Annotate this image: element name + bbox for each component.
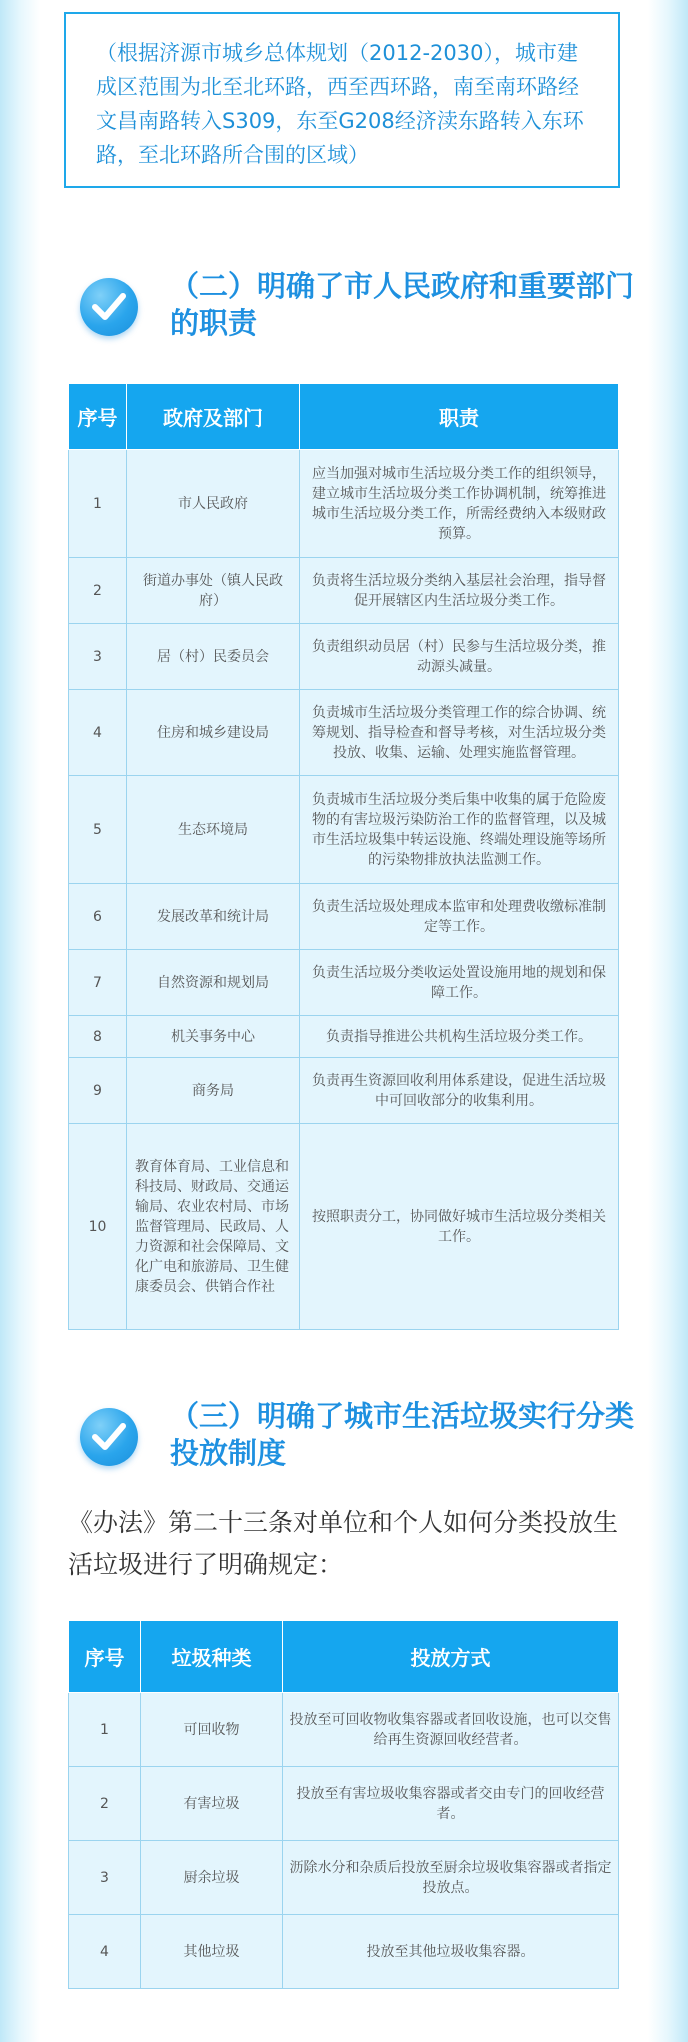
- table-row: [69, 1767, 619, 1841]
- header-cell: 序号: [69, 1621, 141, 1693]
- dept-cell: 街道办事处（镇人民政府）: [127, 558, 300, 624]
- dept-cell: 生态环境局: [127, 776, 300, 884]
- dept-cell: 市人民政府: [127, 450, 300, 558]
- row-number: 9: [69, 1058, 127, 1124]
- duty-cell: 按照职责分工，协同做好城市生活垃圾分类相关工作。: [300, 1124, 619, 1330]
- row-number: 7: [69, 950, 127, 1016]
- row-number: 3: [69, 1841, 141, 1915]
- dept-cell: 教育体育局、工业信息和科技局、财政局、交通运输局、农业农村局、市场监督管理局、民政局、人力资源和社会保障局、文化广电和旅游局、卫生健康委员会、供销合作社: [127, 1124, 300, 1330]
- disposal-method-cell: 投放至可回收物收集容器或者回收设施，也可以交售给再生资源回收经营者。: [283, 1693, 619, 1767]
- boundary-note-box: [64, 12, 620, 188]
- section2-heading: [80, 268, 640, 348]
- duty-cell: 负责城市生活垃圾分类管理工作的综合协调、统筹规划、指导检查和督导考核，对生活垃圾分类投放、收集、运输、处理实施监督管理。: [300, 690, 619, 776]
- table-row: [69, 1841, 619, 1915]
- row-number: 2: [69, 558, 127, 624]
- dept-cell: 居（村）民委员会: [127, 624, 300, 690]
- duty-cell: 负责生活垃圾分类收运处置设施用地的规划和保障工作。: [300, 950, 619, 1016]
- boundary-note-text: （根据济源市城乡总体规划（2012-2030），城市建成区范围为北至北环路，西至西环路，南至南环路经文昌南路转入S309，东至G208经济渎东路转入东环路，至北环路所合围的区域）: [96, 41, 584, 167]
- row-number: 1: [69, 450, 127, 558]
- row-number: 8: [69, 1016, 127, 1058]
- section3-intro: 《办法》第二十三条对单位和个人如何分类投放生活垃圾进行了明确规定：: [68, 1508, 619, 1579]
- row-number: 2: [69, 1767, 141, 1841]
- section2-title: （二）明确了市人民政府和重要部门的职责: [170, 269, 635, 340]
- header-cell: 政府及部门: [127, 384, 300, 450]
- disposal-method-cell: 沥除水分和杂质后投放至厨余垃圾收集容器或者指定投放点。: [283, 1841, 619, 1915]
- row-number: 4: [69, 690, 127, 776]
- dept-cell: 自然资源和规划局: [127, 950, 300, 1016]
- dept-cell: 机关事务中心: [127, 1016, 300, 1058]
- table-row: [69, 1915, 619, 1989]
- duty-cell: 负责生活垃圾处理成本监审和处理费收缴标准制定等工作。: [300, 884, 619, 950]
- dept-cell: 商务局: [127, 1058, 300, 1124]
- duty-cell: 负责城市生活垃圾分类后集中收集的属于危险废物的有害垃圾污染防治工作的监督管理，以及城市生活垃圾集中转运设施、终端处理设施等场所的污染物排放执法监测工作。: [300, 776, 619, 884]
- disposal-table: [68, 1620, 619, 1989]
- table-row: [69, 1016, 619, 1058]
- row-number: 6: [69, 884, 127, 950]
- section3-title: （三）明确了城市生活垃圾实行分类投放制度: [170, 1399, 635, 1470]
- header-cell: 垃圾种类: [141, 1621, 283, 1693]
- duty-cell: 负责将生活垃圾分类纳入基层社会治理，指导督促开展辖区内生活垃圾分类工作。: [300, 558, 619, 624]
- table-row: [69, 776, 619, 884]
- header-cell: 序号: [69, 384, 127, 450]
- duty-cell: 负责组织动员居（村）民参与生活垃圾分类，推动源头减量。: [300, 624, 619, 690]
- dept-cell: 发展改革和统计局: [127, 884, 300, 950]
- duties-table: [68, 383, 619, 1330]
- table-row: [69, 450, 619, 558]
- duty-cell: 应当加强对城市生活垃圾分类工作的组织领导，建立城市生活垃圾分类工作协调机制，统筹推进城市生活垃圾分类工作，所需经费纳入本级财政预算。: [300, 450, 619, 558]
- row-number: 1: [69, 1693, 141, 1767]
- disposal-method-cell: 投放至其他垃圾收集容器。: [283, 1915, 619, 1989]
- disposal-table-header: [69, 1621, 619, 1693]
- row-number: 4: [69, 1915, 141, 1989]
- section3-heading: [80, 1398, 640, 1478]
- duty-cell: 负责指导推进公共机构生活垃圾分类工作。: [300, 1016, 619, 1058]
- table-row: [69, 950, 619, 1016]
- duty-cell: 负责再生资源回收利用体系建设，促进生活垃圾中可回收部分的收集利用。: [300, 1058, 619, 1124]
- disposal-method-cell: 投放至有害垃圾收集容器或者交由专门的回收经营者。: [283, 1767, 619, 1841]
- duties-table-header: [69, 384, 619, 450]
- row-number: 3: [69, 624, 127, 690]
- table-row: [69, 1058, 619, 1124]
- header-cell: 职责: [300, 384, 619, 450]
- table-row: [69, 884, 619, 950]
- table-row: [69, 1124, 619, 1330]
- table-row: [69, 558, 619, 624]
- check-circle-icon: [80, 278, 138, 336]
- waste-type-cell: 厨余垃圾: [141, 1841, 283, 1915]
- row-number: 10: [69, 1124, 127, 1330]
- waste-type-cell: 其他垃圾: [141, 1915, 283, 1989]
- table-row: [69, 1693, 619, 1767]
- waste-type-cell: 有害垃圾: [141, 1767, 283, 1841]
- waste-type-cell: 可回收物: [141, 1693, 283, 1767]
- table-row: [69, 624, 619, 690]
- row-number: 5: [69, 776, 127, 884]
- dept-cell: 住房和城乡建设局: [127, 690, 300, 776]
- header-cell: 投放方式: [283, 1621, 619, 1693]
- table-row: [69, 690, 619, 776]
- check-circle-icon: [80, 1408, 138, 1466]
